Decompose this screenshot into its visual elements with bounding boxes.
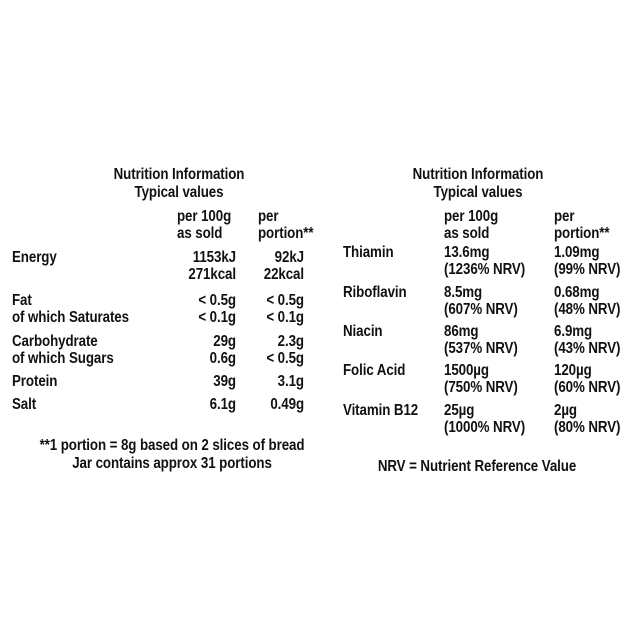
energy-per100-kcal: 271kcal <box>188 266 236 283</box>
right-header-portion-line2: portion** <box>554 225 610 242</box>
niacin-portion-amount: 6.9mg <box>554 323 593 340</box>
row-label-saturates: of which Saturates <box>12 309 129 326</box>
thiamin-per100-amount: 13.6mg <box>444 244 490 261</box>
riboflavin-per100-amount: 8.5mg <box>444 284 483 301</box>
portion-footnote: **1 portion = 8g based on 2 slices of bread <box>39 437 305 454</box>
b12-portion-nrv: (80% NRV) <box>554 419 621 436</box>
energy-per100-kj: 1153kJ <box>192 249 236 266</box>
saturates-per100: < 0.1g <box>198 309 236 326</box>
left-table-subtitle: Typical values <box>134 184 224 201</box>
row-label-protein: Protein <box>12 373 58 390</box>
carbohydrate-portion: 2.3g <box>277 333 304 350</box>
sugars-per100: 0.6g <box>209 350 236 367</box>
salt-per100: 6.1g <box>209 396 236 413</box>
folic-acid-per100-nrv: (750% NRV) <box>444 379 518 396</box>
vitamin-label-thiamin: Thiamin <box>343 244 394 261</box>
b12-per100-amount: 25µg <box>444 402 475 419</box>
folic-acid-per100-amount: 1500µg <box>444 362 489 379</box>
row-label-salt: Salt <box>12 396 37 413</box>
thiamin-portion-nrv: (99% NRV) <box>554 261 621 278</box>
right-table-title: Nutrition Information <box>412 166 544 183</box>
folic-acid-portion-amount: 120µg <box>554 362 592 379</box>
riboflavin-per100-nrv: (607% NRV) <box>444 301 518 318</box>
b12-per100-nrv: (1000% NRV) <box>444 419 526 436</box>
thiamin-per100-nrv: (1236% NRV) <box>444 261 526 278</box>
left-header-per100-line1: per 100g <box>177 208 232 225</box>
left-table-title: Nutrition Information <box>113 166 245 183</box>
jar-portions-note: Jar contains approx 31 portions <box>72 455 272 472</box>
right-table-subtitle: Typical values <box>433 184 523 201</box>
niacin-portion-nrv: (43% NRV) <box>554 340 621 357</box>
fat-per100: < 0.5g <box>198 292 236 309</box>
salt-portion: 0.49g <box>270 396 304 413</box>
sugars-portion: < 0.5g <box>266 350 304 367</box>
row-label-carbohydrate: Carbohydrate <box>12 333 98 350</box>
row-label-sugars: of which Sugars <box>12 350 114 367</box>
carbohydrate-per100: 29g <box>213 333 236 350</box>
vitamin-label-riboflavin: Riboflavin <box>343 284 407 301</box>
folic-acid-portion-nrv: (60% NRV) <box>554 379 621 396</box>
energy-portion-kj: 92kJ <box>274 249 304 266</box>
protein-per100: 39g <box>213 373 236 390</box>
left-header-portion-line1: per <box>258 208 279 225</box>
left-header-portion-line2: portion** <box>258 225 314 242</box>
left-header-per100-line2: as sold <box>177 225 223 242</box>
right-header-per100-line2: as sold <box>444 225 490 242</box>
vitamin-label-folic-acid: Folic Acid <box>343 362 406 379</box>
row-label-energy: Energy <box>12 249 57 266</box>
protein-portion: 3.1g <box>277 373 304 390</box>
niacin-per100-nrv: (537% NRV) <box>444 340 518 357</box>
saturates-portion: < 0.1g <box>266 309 304 326</box>
thiamin-portion-amount: 1.09mg <box>554 244 600 261</box>
niacin-per100-amount: 86mg <box>444 323 479 340</box>
right-header-per100-line1: per 100g <box>444 208 499 225</box>
riboflavin-portion-amount: 0.68mg <box>554 284 600 301</box>
vitamin-label-niacin: Niacin <box>343 323 383 340</box>
row-label-fat: Fat <box>12 292 32 309</box>
vitamin-label-b12: Vitamin B12 <box>343 402 419 419</box>
right-header-portion-line1: per <box>554 208 575 225</box>
riboflavin-portion-nrv: (48% NRV) <box>554 301 621 318</box>
nrv-definition-note: NRV = Nutrient Reference Value <box>377 458 577 475</box>
b12-portion-amount: 2µg <box>554 402 577 419</box>
energy-portion-kcal: 22kcal <box>263 266 304 283</box>
fat-portion: < 0.5g <box>266 292 304 309</box>
